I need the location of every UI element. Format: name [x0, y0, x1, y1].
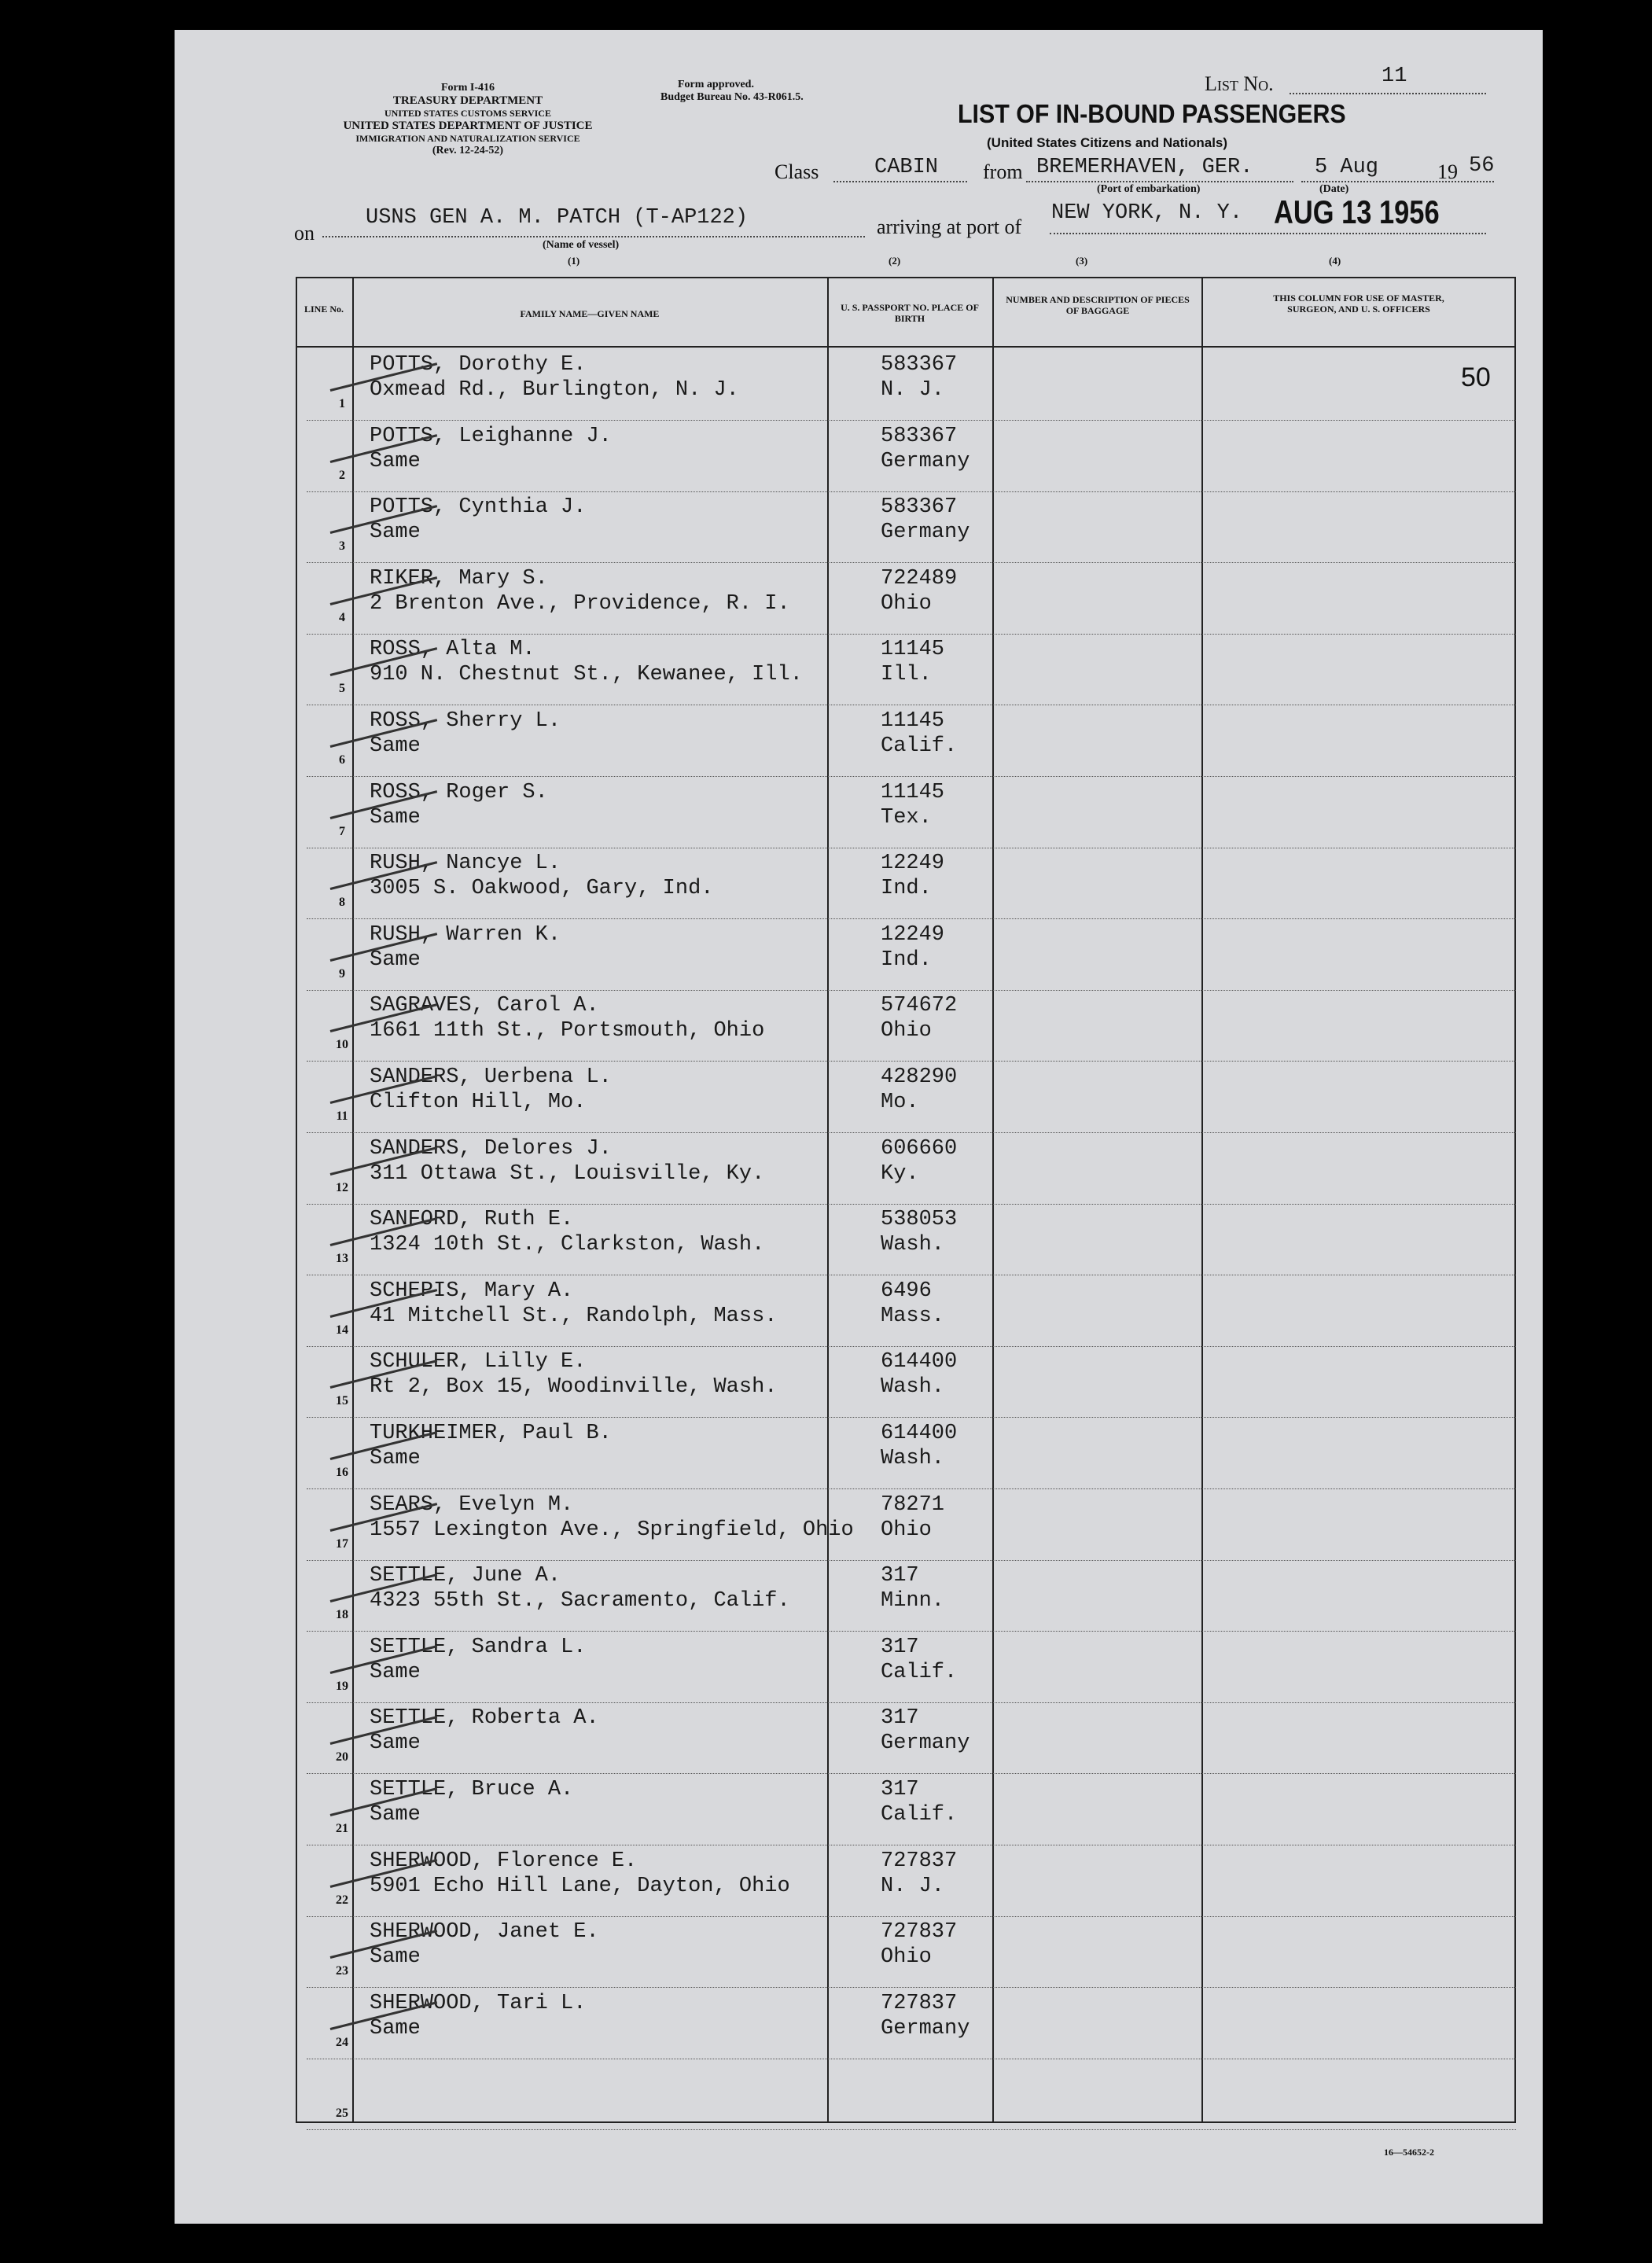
passport-number: 614400: [881, 1422, 958, 1445]
ins-service: IMMIGRATION AND NATURALIZATION SERVICE: [355, 133, 580, 144]
line-number: 8: [339, 896, 345, 910]
passenger-name: POTTS, Cynthia J.: [370, 495, 587, 520]
table-row: [307, 348, 1516, 421]
passenger-address: 2 Brenton Ave., Providence, R. I.: [370, 591, 790, 616]
passenger-name: ROSS, Alta M.: [370, 638, 535, 662]
table-row: [307, 705, 1516, 777]
passenger-name: SETTLE, Bruce A.: [370, 1778, 574, 1801]
passenger-name: SETTLE, Sandra L.: [370, 1635, 587, 1659]
table-row: [307, 1345, 1516, 1418]
place-of-birth: Mass.: [881, 1304, 945, 1328]
passenger-address: 41 Mitchell St., Randolph, Mass.: [370, 1304, 778, 1328]
passenger-name: SCHULER, Lilly E.: [370, 1350, 587, 1374]
passenger-name: RUSH, Nancye L.: [370, 852, 561, 876]
table-row: [307, 1417, 1516, 1489]
passenger-name: SANFORD, Ruth E.: [370, 1208, 574, 1232]
place-of-birth: N. J.: [881, 1874, 945, 1898]
passenger-name: SCHEPIS, Mary A.: [370, 1279, 574, 1303]
col-header-name: FAMILY NAME—GIVEN NAME: [520, 308, 660, 319]
footer-code: 16—54652-2: [1384, 2147, 1434, 2158]
place-of-birth: Ind.: [881, 877, 932, 901]
place-of-birth: Minn.: [881, 1589, 945, 1614]
passenger-name: ROSS, Sherry L.: [370, 709, 561, 733]
passenger-name: SANDERS, Uerbena L.: [370, 1065, 612, 1089]
passenger-address: 4323 55th St., Sacramento, Calif.: [370, 1589, 790, 1614]
table-row: [307, 562, 1516, 635]
passport-number: 11145: [881, 709, 945, 733]
place-of-birth: Tex.: [881, 805, 932, 830]
table-row: [307, 491, 1516, 563]
line-number: 1: [339, 397, 345, 410]
passport-number: 12249: [881, 922, 945, 947]
passenger-name: SHERWOOD, Florence E.: [370, 1849, 638, 1873]
form-approved: Form approved.: [678, 79, 754, 90]
line-number: 17: [336, 1536, 348, 1551]
line-number: 25: [336, 2107, 348, 2121]
table-row: [307, 420, 1516, 492]
class-label: Class: [774, 160, 819, 183]
line-number: 5: [339, 682, 345, 696]
line-number: 10: [336, 1038, 348, 1052]
table-row: [307, 1631, 1516, 1703]
passenger-address: Same: [370, 948, 421, 972]
passport-number: 538053: [881, 1208, 958, 1232]
line-number: 7: [339, 824, 345, 838]
passenger-name: SHERWOOD, Tari L.: [370, 1991, 587, 2015]
passenger-address: Same: [370, 2016, 421, 2040]
arrival-stamp: AUG 13 1956: [1274, 193, 1440, 230]
passenger-address: Rt 2, Box 15, Woodinville, Wash.: [370, 1375, 778, 1400]
col-header-line: LINE No.: [304, 304, 344, 315]
place-of-birth: Calif.: [881, 1660, 958, 1684]
form-header-left: [279, 82, 657, 157]
passenger-address: 1661 11th St., Portsmouth, Ohio: [370, 1019, 765, 1043]
passport-number: 727837: [881, 1991, 958, 2015]
passenger-address: 5901 Echo Hill Lane, Dayton, Ohio: [370, 1874, 790, 1898]
passenger-address: 3005 S. Oakwood, Gary, Ind.: [370, 877, 714, 901]
col1-number: (1): [568, 255, 580, 267]
table-row: [307, 776, 1516, 848]
place-of-birth: Germany: [881, 521, 970, 545]
col-header-officers: THIS COLUMN FOR USE OF MASTER, SURGEON, AND U. S. OFFICERS: [1273, 293, 1444, 315]
passport-number: 727837: [881, 1920, 958, 1945]
passport-number: 428290: [881, 1065, 958, 1089]
col-header-baggage: NUMBER AND DESCRIPTION OF PIECES OF BAGGAGE: [1006, 294, 1190, 316]
passenger-address: Same: [370, 449, 421, 473]
place-of-birth: Mo.: [881, 1091, 919, 1114]
passenger-address: Same: [370, 1945, 421, 1970]
passport-number: 583367: [881, 353, 958, 377]
place-of-birth: Ind.: [881, 948, 932, 972]
table-row: [307, 989, 1516, 1062]
on-label: on: [294, 222, 315, 245]
place-of-birth: Ky.: [881, 1161, 919, 1186]
page-title: LIST OF IN-BOUND PASSENGERS: [958, 99, 1346, 128]
passport-number: 614400: [881, 1350, 958, 1374]
passenger-name: SANDERS, Delores J.: [370, 1136, 612, 1161]
form-approval: [660, 79, 896, 104]
place-of-birth: Calif.: [881, 1803, 958, 1827]
line-number: 22: [336, 1893, 348, 1907]
passport-number: 317: [881, 1706, 919, 1731]
class-line: [833, 181, 967, 182]
place-of-birth: Calif.: [881, 734, 958, 758]
place-of-birth: Ohio: [881, 591, 932, 616]
date-line: [1301, 181, 1494, 182]
list-no-line: [1290, 93, 1486, 94]
officer-note: 50: [1461, 362, 1491, 392]
passenger-address: Clifton Hill, Mo.: [370, 1091, 587, 1114]
passenger-address: Same: [370, 521, 421, 545]
passport-number: 317: [881, 1635, 919, 1659]
passenger-address: 311 Ottawa St., Louisville, Ky.: [370, 1161, 765, 1186]
table-row: [307, 1275, 1516, 1347]
justice-dept: UNITED STATES DEPARTMENT OF JUSTICE: [343, 120, 593, 132]
col-header-passport: U. S. PASSPORT NO. PLACE OF BIRTH: [841, 302, 979, 324]
table-row: [307, 1061, 1516, 1133]
place-of-birth: Ohio: [881, 1518, 932, 1542]
line-number: 21: [336, 1822, 348, 1835]
passenger-address: Same: [370, 1447, 421, 1470]
budget-bureau: Budget Bureau No. 43-R061.5.: [660, 91, 804, 103]
year-prefix: 19: [1437, 160, 1458, 183]
line-number: 20: [336, 1750, 348, 1764]
vessel-caption: (Name of vessel): [543, 239, 620, 251]
form-number: Form I-416: [440, 82, 495, 94]
table-row: [307, 1559, 1516, 1632]
passenger-address: Same: [370, 1660, 421, 1684]
passport-number: 12249: [881, 852, 945, 876]
passenger-address: 1557 Lexington Ave., Springfield, Ohio: [370, 1518, 854, 1542]
arrival-port: NEW YORK, N. Y.: [1051, 201, 1243, 225]
year-value: 56: [1469, 154, 1495, 178]
place-of-birth: Germany: [881, 449, 970, 473]
passenger-name: RIKER, Mary S.: [370, 566, 548, 591]
revision-date: (Rev. 12-24-52): [432, 145, 504, 156]
place-of-birth: Germany: [881, 2016, 970, 2040]
vessel-name: USNS GEN A. M. PATCH (T-AP122): [366, 206, 749, 230]
line-number: 4: [339, 610, 345, 624]
passport-number: 11145: [881, 780, 945, 804]
from-label: from: [983, 160, 1023, 183]
place-of-birth: N. J.: [881, 378, 945, 402]
passenger-name: SHERWOOD, Janet E.: [370, 1920, 599, 1945]
table-row: [307, 1915, 1516, 1988]
passenger-name: POTTS, Dorothy E.: [370, 353, 587, 377]
table-row: [307, 1987, 1516, 2059]
from-line: [1026, 181, 1293, 182]
list-no-label: List No.: [1205, 72, 1274, 95]
line-number: 16: [336, 1466, 348, 1479]
line-number: 11: [336, 1109, 348, 1123]
passenger-address: Same: [370, 1803, 421, 1827]
class-value: CABIN: [874, 156, 939, 179]
passenger-address: Same: [370, 1731, 421, 1756]
passport-number: 11145: [881, 638, 945, 662]
date-caption: (Date): [1319, 183, 1349, 195]
table-row: [307, 2058, 1516, 2130]
table-row: [307, 1845, 1516, 1917]
line-number: 13: [336, 1252, 348, 1266]
place-of-birth: Ill.: [881, 663, 932, 687]
passenger-address: 910 N. Chestnut St., Kewanee, Ill.: [370, 663, 803, 687]
line-number: 3: [339, 539, 345, 554]
passenger-name: ROSS, Roger S.: [370, 780, 548, 804]
port-line: [1050, 233, 1486, 234]
table-row: [307, 918, 1516, 991]
passport-number: 6496: [881, 1279, 932, 1303]
embark-port: BREMERHAVEN, GER.: [1036, 156, 1253, 179]
passport-number: 606660: [881, 1136, 958, 1161]
line-number: 24: [336, 2035, 348, 2049]
passport-number: 583367: [881, 495, 958, 520]
col2-number: (2): [889, 255, 901, 267]
place-of-birth: Wash.: [881, 1447, 945, 1470]
place-of-birth: Wash.: [881, 1375, 945, 1400]
passenger-address: 1324 10th St., Clarkston, Wash.: [370, 1233, 765, 1257]
table-row: [307, 1702, 1516, 1774]
passenger-address: Oxmead Rd., Burlington, N. J.: [370, 378, 739, 402]
passenger-name: POTTS, Leighanne J.: [370, 424, 612, 448]
place-of-birth: Wash.: [881, 1233, 945, 1257]
place-of-birth: Ohio: [881, 1019, 932, 1043]
header-rule: [296, 346, 1516, 348]
col4-number: (4): [1329, 255, 1341, 267]
line-number: 9: [339, 966, 345, 981]
passenger-name: SETTLE, June A.: [370, 1564, 561, 1588]
table-row: [307, 633, 1516, 705]
passport-number: 317: [881, 1564, 919, 1588]
place-of-birth: Germany: [881, 1731, 970, 1756]
passport-number: 583367: [881, 424, 958, 448]
table-row: [307, 1488, 1516, 1561]
treasury-dept: TREASURY DEPARTMENT: [392, 94, 543, 107]
table-row: [307, 1203, 1516, 1275]
line-number: 15: [336, 1394, 348, 1408]
vessel-line: [322, 236, 865, 237]
passenger-name: SEARS, Evelyn M.: [370, 1492, 574, 1517]
col3-number: (3): [1076, 255, 1088, 267]
passenger-name: SETTLE, Roberta A.: [370, 1706, 599, 1731]
passenger-name: TURKHEIMER, Paul B.: [370, 1422, 612, 1445]
passport-number: 317: [881, 1778, 919, 1801]
list-no-value: 11: [1382, 64, 1407, 88]
arriving-label: arriving at port of: [877, 215, 1022, 238]
passport-number: 722489: [881, 566, 958, 591]
table-row: [307, 847, 1516, 919]
line-number: 18: [336, 1608, 348, 1622]
passenger-address: Same: [370, 734, 421, 758]
passenger-name: RUSH, Warren K.: [370, 922, 561, 947]
line-number: 23: [336, 1964, 348, 1978]
embark-date: 5 Aug: [1315, 156, 1379, 179]
passenger-address: Same: [370, 805, 421, 830]
passport-number: 574672: [881, 994, 958, 1018]
passenger-name: SAGRAVES, Carol A.: [370, 994, 599, 1018]
customs-service: UNITED STATES CUSTOMS SERVICE: [384, 108, 551, 119]
passport-number: 727837: [881, 1849, 958, 1873]
place-of-birth: Ohio: [881, 1945, 932, 1970]
port-caption: (Port of embarkation): [1097, 183, 1201, 195]
line-number: 2: [339, 468, 345, 482]
passport-number: 78271: [881, 1492, 945, 1517]
page-subtitle: (United States Citizens and Nationals): [987, 135, 1228, 150]
table-row: [307, 1773, 1516, 1845]
table-row: [307, 1132, 1516, 1205]
line-number: 19: [336, 1679, 348, 1693]
line-number: 12: [336, 1180, 348, 1194]
line-number: 6: [339, 753, 345, 767]
line-number: 14: [336, 1323, 348, 1337]
